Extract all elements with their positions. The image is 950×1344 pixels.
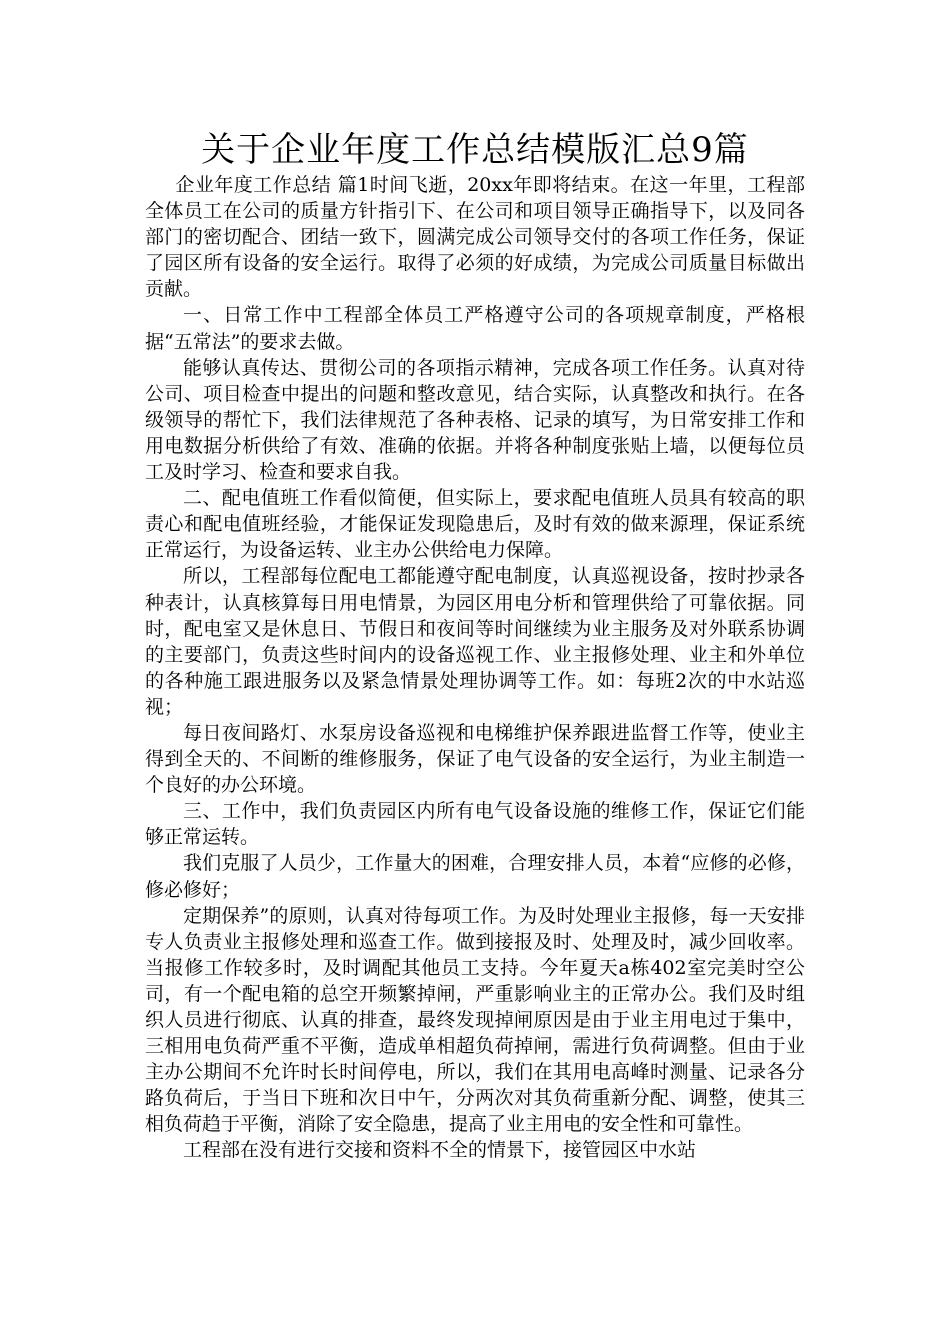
paragraph: 工程部在没有进行交接和资料不全的情景下，接管园区中水站 bbox=[183, 1139, 697, 1162]
paragraph: 所以，工程部每位配电工都能遵守配电制度，认真巡视设备，按时抄录各种表计，认真核算每日用电情景，为园区用电分析和管理供给了可靠依据。同时，配电室又是休息日、节假日和夜间等时间继续为业主服务及对外联系协调的主要部门，负责这些时间内的设备巡视工作、业主报修处理、业主和外单位的各种施工跟进服务以及紧急情景处理协调等工作。如：每班2次的中水站巡视； bbox=[145, 565, 805, 718]
document-title: 关于企业年度工作总结模版汇总9篇 bbox=[201, 130, 749, 170]
paragraph: 每日夜间路灯、水泵房设备巡视和电梯维护保养跟进监督工作等，使业主得到全天的、不间断的维修服务，保证了电气设备的安全运行，为业主制造一个良好的办公环境。 bbox=[145, 721, 805, 797]
paragraph: 企业年度工作总结 篇1时间飞逝，20xx年即将结束。在这一年里，工程部全体员工在公司的质量方针指引下、在公司和项目领导正确指导下，以及同各部门的密切配合、团结一致下，圆满完成公司领导交付的各项工作任务，保证了园区所有设备的安全运行。取得了必须的好成绩，为完成公司质量目标做出贡献。 bbox=[145, 174, 805, 301]
document-body bbox=[145, 172, 805, 1164]
paragraph: 三、工作中，我们负责园区内所有电气设备设施的维修工作，保证它们能够正常运转。 bbox=[145, 800, 805, 849]
paragraph: 一、日常工作中工程部全体员工严格遵守公司的各项规章制度，严格根据“五常法”的要求去做。 bbox=[145, 304, 805, 353]
paragraph: 二、配电值班工作看似简便，但实际上，要求配电值班人员具有较高的职责心和配电值班经验，才能保证发现隐患后，及时有效的做来源理，保证系统正常运行，为设备运转、业主办公供给电力保障。 bbox=[145, 487, 805, 562]
paragraph: 我们克服了人员少，工作量大的困难，合理安排人员，本着“应修的必修，修必修好； bbox=[145, 852, 805, 901]
paragraph: 能够认真传达、贯彻公司的各项指示精神，完成各项工作任务。认真对待公司、项目检查中提出的问题和整改意见，结合实际，认真整改和执行。在各级领导的帮忙下，我们法律规范了各种表格、记录的填写，为日常安排工作和用电数据分析供给了有效、准确的依据。并将各种制度张贴上墙，以便每位员工及时学习、检查和要求自我。 bbox=[145, 356, 805, 484]
paragraph: 定期保养”的原则，认真对待每项工作。为及时处理业主报修，每一天安排专人负责业主报修处理和巡查工作。做到接报及时、处理及时，减少回收率。当报修工作较多时，及时调配其他员工支持。今年夏天a栋402室完美时空公司，有一个配电箱的总空开频繁掉闸，严重影响业主的正常办公。我们及时组织人员进行彻底、认真的排查，最终发现掉闸原因是由于业主用电过于集中，三相用电负荷严重不平衡，造成单相超负荷掉闸，需进行负荷调整。但由于业主办公期间不允许时长时间停电，所以，我们在其用电高峰时测量、记录各分路负荷后，于当日下班和次日中午，分两次对其负荷重新分配、调整，使其三相负荷趋于平衡，消除了安全隐患，提高了业主用电的安全性和可靠性。 bbox=[145, 904, 805, 1136]
